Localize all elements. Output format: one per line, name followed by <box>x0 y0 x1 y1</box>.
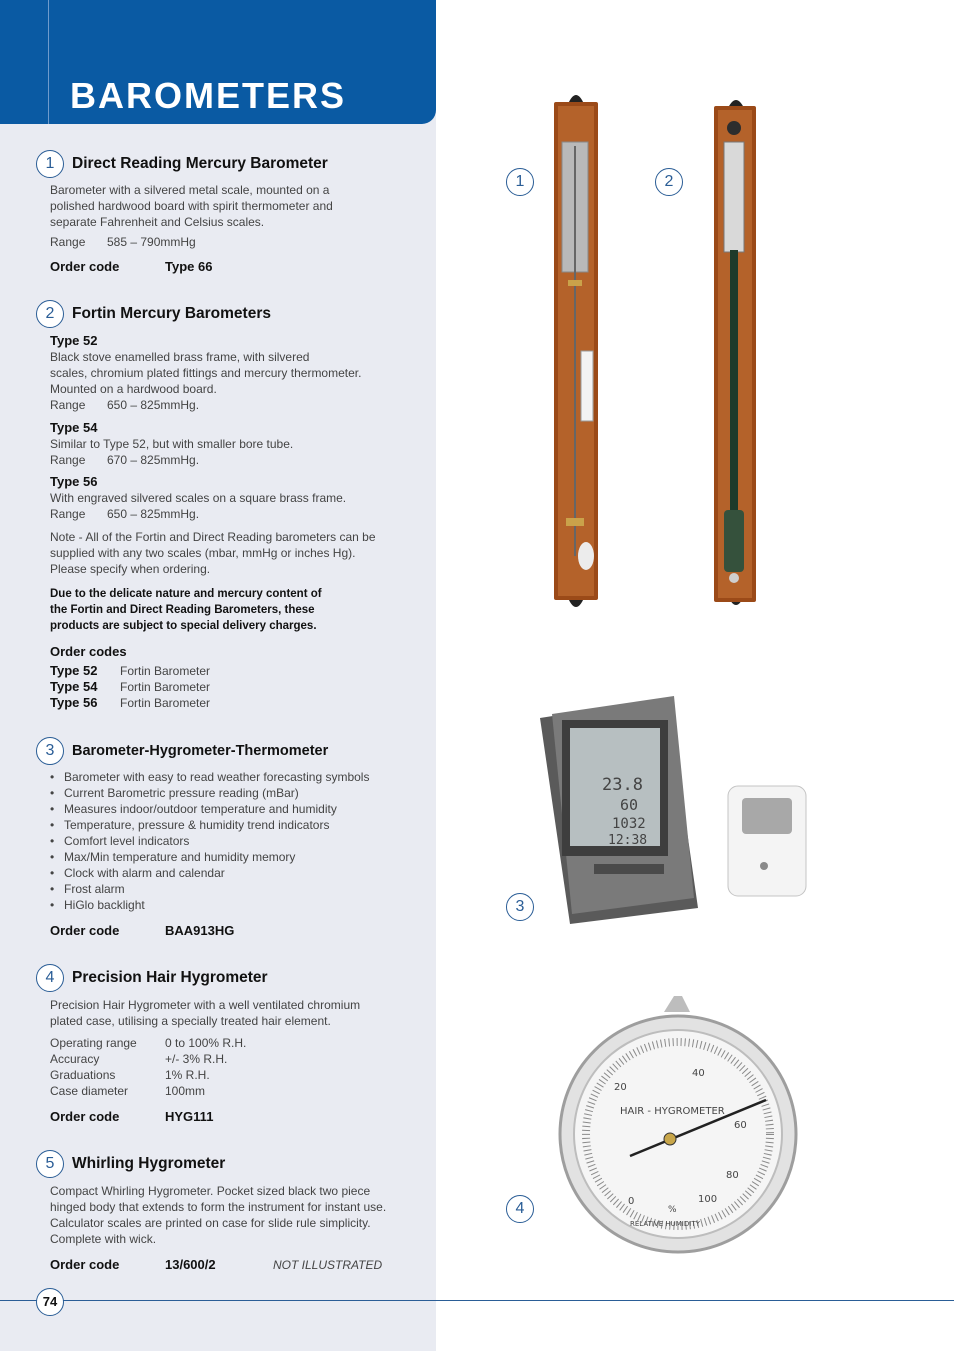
dial-tick-label: 0 <box>628 1196 635 1207</box>
list-item: • Max/Min temperature and humidity memory <box>50 849 369 865</box>
delivery-warning-line: Due to the delicate nature and mercury content of <box>50 588 322 600</box>
dial-tick-label: 80 <box>726 1170 739 1181</box>
description-line: Calculator scales are printed on case for slide rule simplicity. <box>50 1216 371 1230</box>
section-number: 4 <box>36 964 64 992</box>
order-code-value: 13/600/2 <box>165 1257 216 1272</box>
fortin-barometer-image <box>708 92 764 614</box>
feature-list <box>50 769 369 913</box>
note-line: Note - All of the Fortin and Direct Reading barometers can be <box>50 530 376 544</box>
range-value: 650 – 825mmHg. <box>107 398 200 412</box>
order-description: Fortin Barometer <box>120 696 211 710</box>
dial-tick-label: 60 <box>734 1120 747 1131</box>
spec-label: Operating range <box>50 1036 137 1050</box>
delivery-warning-line: the Fortin and Direct Reading Barometers, these <box>50 604 315 616</box>
order-code-label: Order code <box>50 1109 120 1124</box>
delivery-warning-line: products are subject to special delivery charges. <box>50 620 317 632</box>
spec-value: 0 to 100% R.H. <box>165 1036 247 1050</box>
type-heading: Type 54 <box>50 420 98 435</box>
temperature-reading: 23.8 <box>602 775 643 795</box>
order-code: Type 52 <box>50 663 98 678</box>
description-line: separate Fahrenheit and Celsius scales. <box>50 215 265 229</box>
list-item: • HiGlo backlight <box>50 897 369 913</box>
order-code: Type 54 <box>50 679 98 694</box>
section-number: 2 <box>36 300 64 328</box>
footer-rule <box>0 1300 954 1301</box>
range-value: 585 – 790mmHg <box>107 235 196 249</box>
type-heading: Type 56 <box>50 474 98 489</box>
range-label: Range <box>50 398 86 412</box>
order-code-label: Order code <box>50 259 120 274</box>
order-code-value: BAA913HG <box>165 923 235 938</box>
description-line: plated case, utilising a specially treated hair element. <box>50 1014 331 1028</box>
dial-tick-label: 40 <box>692 1068 705 1079</box>
humidity-reading: 60 <box>620 796 639 814</box>
description-line: Compact Whirling Hygrometer. Pocket sized black two piece <box>50 1184 371 1198</box>
section-title: Barometer-Hygrometer-Thermometer <box>72 743 329 759</box>
order-code-value: HYG111 <box>165 1109 214 1124</box>
spec-value: +/- 3% R.H. <box>165 1052 228 1066</box>
section-title: Precision Hair Hygrometer <box>72 969 268 986</box>
list-item: • Barometer with easy to read weather forecasting symbols <box>50 769 369 785</box>
figure-number: 4 <box>506 1195 534 1223</box>
description-line: polished hardwood board with spirit thermometer and <box>50 199 333 213</box>
order-code-label: Order code <box>50 923 120 938</box>
section-title: Fortin Mercury Barometers <box>72 305 271 322</box>
description-line: Complete with wick. <box>50 1232 157 1246</box>
range-label: Range <box>50 453 86 467</box>
spec-label: Graduations <box>50 1068 116 1082</box>
order-description: Fortin Barometer <box>120 664 211 678</box>
list-item: • Clock with alarm and calendar <box>50 865 369 881</box>
range-label: Range <box>50 235 86 249</box>
section-title: Whirling Hygrometer <box>72 1155 226 1172</box>
dial-tick-label: 100 <box>698 1194 718 1205</box>
header-rule <box>48 0 49 124</box>
spec-label: Accuracy <box>50 1052 100 1066</box>
type-heading: Type 52 <box>50 333 98 348</box>
order-code: Type 56 <box>50 695 98 710</box>
page-number: 74 <box>36 1288 64 1316</box>
dial-label: HAIR - HYGROMETER <box>620 1106 725 1117</box>
spec-label: Case diameter <box>50 1084 129 1098</box>
description-line: With engraved silvered scales on a square brass frame. <box>50 491 347 505</box>
figure-number: 2 <box>655 168 683 196</box>
description-line: Mounted on a hardwood board. <box>50 382 217 396</box>
description-line: Black stove enamelled brass frame, with silvered <box>50 350 310 364</box>
range-value: 670 – 825mmHg. <box>107 453 200 467</box>
order-code-value: Type 66 <box>165 259 213 274</box>
direct-reading-barometer-image <box>548 86 608 616</box>
dial-tick-label: 20 <box>614 1082 627 1093</box>
list-item: • Frost alarm <box>50 881 369 897</box>
weather-station-image <box>536 694 820 926</box>
description-line: hinged body that extends to form the instrument for instant use. <box>50 1200 387 1214</box>
description-line: Similar to Type 52, but with smaller bore tube. <box>50 437 294 451</box>
range-value: 650 – 825mmHg. <box>107 507 200 521</box>
figure-number: 1 <box>506 168 534 196</box>
list-item: • Current Barometric pressure reading (mBar) <box>50 785 369 801</box>
section-number: 5 <box>36 1150 64 1178</box>
time-reading: 12:38 <box>608 833 648 848</box>
note-line: Please specify when ordering. <box>50 562 211 576</box>
hair-hygrometer-image <box>548 994 808 1256</box>
order-description: Fortin Barometer <box>120 680 211 694</box>
order-code-label: Order code <box>50 1257 120 1272</box>
list-item: • Comfort level indicators <box>50 833 369 849</box>
description-line: scales, chromium plated fittings and mercury thermometer. <box>50 366 362 380</box>
range-label: Range <box>50 507 86 521</box>
section-number: 1 <box>36 150 64 178</box>
order-codes-heading: Order codes <box>50 644 127 659</box>
dial-unit: % <box>668 1205 677 1215</box>
description-line: Precision Hair Hygrometer with a well ventilated chromium <box>50 998 361 1012</box>
figure-number: 3 <box>506 893 534 921</box>
pressure-reading: 1032 <box>612 816 646 832</box>
dial-sublabel: RELATIVE HUMIDITY <box>630 1220 700 1228</box>
note-line: supplied with any two scales (mbar, mmHg or inches Hg). <box>50 546 356 560</box>
spec-value: 100mm <box>165 1084 206 1098</box>
section-number: 3 <box>36 737 64 765</box>
section-title: Direct Reading Mercury Barometer <box>72 155 328 172</box>
list-item: • Temperature, pressure & humidity trend indicators <box>50 817 369 833</box>
not-illustrated-note: NOT ILLUSTRATED <box>273 1258 383 1272</box>
page-title: BAROMETERS <box>70 75 347 116</box>
description-line: Barometer with a silvered metal scale, mounted on a <box>50 183 330 197</box>
spec-value: 1% R.H. <box>165 1068 210 1082</box>
list-item: • Measures indoor/outdoor temperature and humidity <box>50 801 369 817</box>
